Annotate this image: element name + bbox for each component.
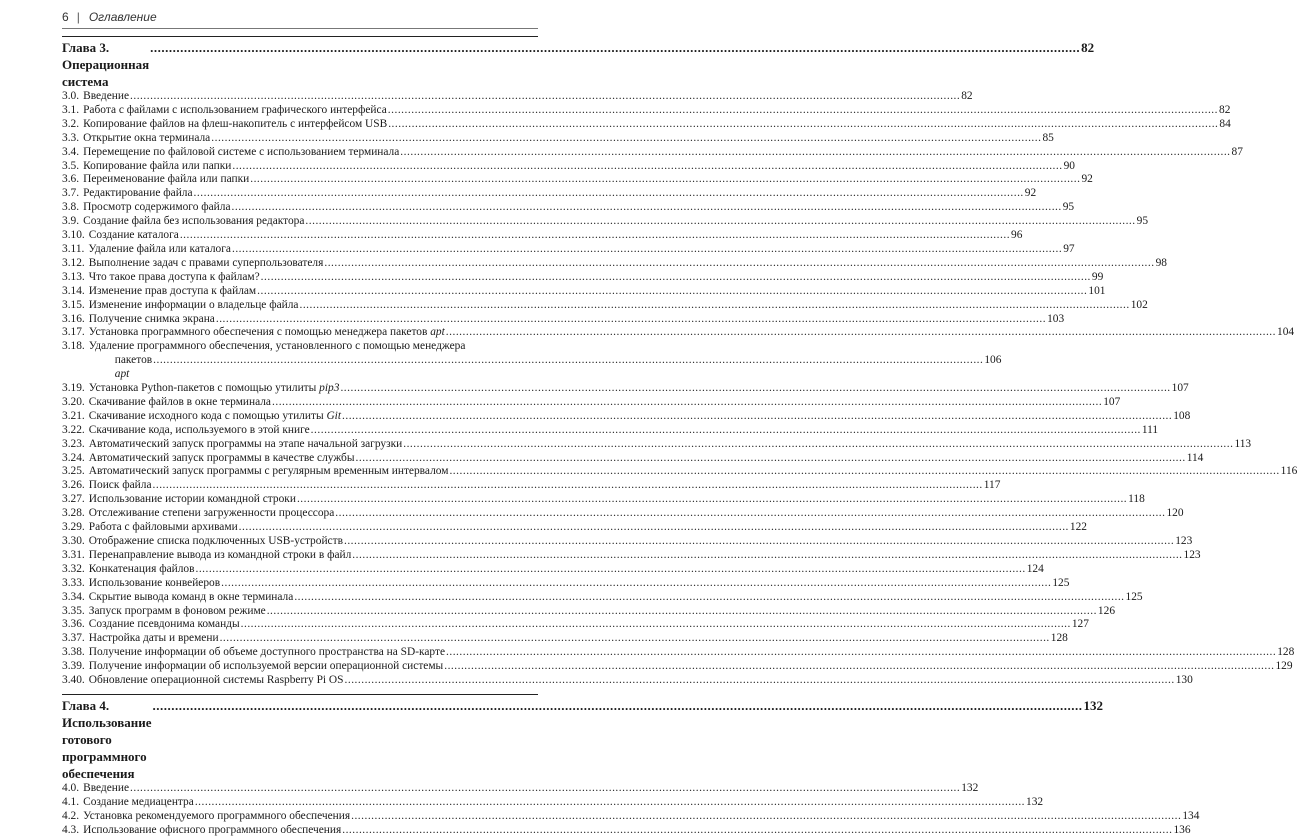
entry-title: Что такое права доступа к файлам?: [88, 270, 260, 283]
entry-number: 3.7.: [62, 187, 80, 200]
entry-title-italic: apt: [430, 326, 445, 339]
entry-title-wrap: [83, 146, 399, 160]
entry-title: Скрытие вывода команд в окне терминала: [88, 590, 294, 603]
toc-entry[interactable]: [62, 604, 1116, 619]
dot-leader: [446, 646, 1276, 660]
entry-title: Отображение списка подключенных USB-устройств: [88, 535, 343, 547]
dot-leader: [449, 465, 1279, 479]
toc-entry[interactable]: [62, 660, 1293, 674]
entry-title-text2: пакетов: [114, 354, 153, 367]
entry-page: 84: [1219, 117, 1231, 130]
toc-entry[interactable]: [62, 395, 1121, 410]
entry-page: 117: [983, 479, 1001, 492]
entry-number: 3.27.: [62, 493, 85, 506]
entry-title-wrap: [89, 285, 256, 299]
entry-title: Удаление программного обеспечения, установленного с помощью менеджера: [88, 340, 466, 353]
dot-leader: [211, 132, 1041, 146]
entry-number: 3.29.: [62, 521, 85, 534]
entry-number: 4.3.: [62, 823, 80, 836]
entry-page: 126: [1097, 604, 1116, 617]
entry-title-wrap: [89, 674, 344, 688]
entry-title-cont: [115, 354, 152, 382]
entry-number: 3.16.: [62, 312, 85, 325]
entry-page: 99: [1091, 270, 1104, 283]
toc-entry[interactable]: [62, 145, 1243, 160]
entry-title-wrap: [89, 271, 260, 285]
entry-title-wrap: [83, 90, 129, 104]
entry-title-wrap: [89, 549, 352, 563]
entry-title-wrap: [89, 563, 195, 577]
entry-number: 3.21.: [62, 409, 85, 422]
entry-page: 97: [1063, 242, 1075, 255]
dot-leader: [311, 424, 1141, 438]
dot-leader: [340, 382, 1170, 396]
dot-leader: [267, 605, 1097, 619]
dot-leader: [446, 326, 1276, 340]
entry-title-wrap: [89, 618, 240, 632]
entry-title: Работа с файловыми архивами: [88, 521, 238, 534]
entry-page: 130: [1175, 674, 1193, 687]
entry-title: Установка рекомендуемого программного обеспечения: [83, 809, 351, 822]
entry-title-wrap: [89, 452, 355, 466]
entry-title-wrap: [88, 243, 231, 257]
toc-entry[interactable]: [62, 201, 1075, 215]
dot-leader: [344, 535, 1174, 549]
entry-title-wrap: [83, 187, 192, 201]
toc-entry[interactable]: [62, 590, 1143, 605]
entry-number: 3.30.: [62, 535, 85, 547]
toc-entry[interactable]: [62, 809, 1200, 824]
entry-title: Запуск программ в фоновом режиме: [88, 604, 266, 617]
entry-number: 3.20.: [62, 395, 85, 408]
entry-number: 3.22.: [62, 423, 85, 436]
entry-title-wrap: [89, 493, 296, 507]
toc-entry[interactable]: [62, 229, 1023, 243]
entry-number: 3.31.: [62, 548, 85, 561]
toc-entry[interactable]: [62, 507, 1184, 521]
dot-leader: [232, 160, 1062, 174]
entry-title: Конкатенация файлов: [88, 562, 195, 575]
entry-title-wrap: [89, 632, 219, 646]
entry-number: 3.23.: [62, 437, 85, 450]
toc-entry[interactable]: [62, 117, 1231, 132]
entry-page: 104: [1277, 326, 1295, 339]
entry-title: Скачивание исходного кода с помощью утилиты: [88, 409, 324, 422]
dot-leader: [216, 313, 1046, 327]
entry-title: Переименование файла или папки: [83, 173, 250, 186]
toc-entry[interactable]: [62, 521, 1087, 535]
entry-title-wrap: [89, 591, 294, 605]
toc-entry[interactable]: [62, 103, 1231, 118]
entry-title: Перенаправление вывода из командной строки в файл: [88, 548, 352, 561]
entry-number: 3.33.: [62, 576, 85, 589]
dot-leader: [180, 229, 1010, 243]
entry-page: 96: [1011, 229, 1023, 242]
entry-number: 3.24.: [62, 451, 85, 464]
toc-entry[interactable]: [62, 298, 1148, 313]
dot-leader: [335, 507, 1165, 521]
dot-leader: [305, 215, 1135, 229]
dot-leader: [194, 187, 1024, 201]
entry-number: 3.25.: [62, 465, 85, 478]
toc-entry[interactable]: [62, 340, 1002, 382]
entry-page: 90: [1063, 159, 1075, 172]
entry-number: 3.19.: [62, 382, 85, 395]
entry-page: 101: [1088, 284, 1106, 297]
dot-leader: [257, 285, 1087, 299]
entry-page: 132: [1026, 795, 1044, 808]
toc-entry[interactable]: [62, 173, 1093, 187]
dot-leader: [342, 410, 1172, 424]
entry-page: 98: [1155, 256, 1167, 269]
entry-page: 129: [1275, 660, 1293, 673]
entry-page: 111: [1141, 423, 1159, 436]
entry-page: 107: [1171, 382, 1189, 395]
entry-title-wrap: [89, 521, 238, 535]
entry-title-wrap: [89, 507, 334, 521]
dot-leader: [220, 632, 1050, 646]
entry-title: Автоматический запуск программы на этапе начальной загрузки: [88, 437, 403, 450]
entry-page: 103: [1047, 312, 1065, 325]
entry-page: 82: [1219, 103, 1231, 116]
entry-page: 125: [1125, 590, 1143, 603]
entry-number: 3.10.: [62, 229, 85, 242]
entry-title: Установка программного обеспечения с помощью менеджера пакетов: [88, 326, 428, 339]
header-title: Оглавление: [88, 10, 157, 24]
dot-leader: [153, 479, 983, 493]
entry-number: 3.37.: [62, 632, 85, 645]
entry-title-wrap: [89, 646, 445, 660]
entry-page: 116: [1280, 465, 1297, 478]
entry-title: Удаление файла или каталога: [88, 242, 231, 255]
entry-body: [89, 340, 1002, 382]
toc-entry[interactable]: [62, 451, 1204, 466]
toc-entry[interactable]: [62, 437, 1252, 452]
running-header: [62, 8, 538, 26]
entry-title: Поиск файла: [88, 479, 152, 492]
entry-title-wrap: [89, 479, 152, 493]
entry-title-wrap: [89, 396, 271, 410]
dot-leader: [324, 257, 1154, 271]
dot-leader: [388, 118, 1218, 132]
entry-title-wrap: [83, 796, 194, 810]
entry-number: 4.1.: [62, 795, 80, 808]
entry-page: 127: [1071, 618, 1089, 631]
chapter-section: [62, 36, 1297, 688]
entry-title-italic: Git: [326, 409, 342, 422]
entry-page: 113: [1234, 437, 1252, 450]
entry-title-italic: pip3: [319, 382, 340, 395]
entry-title: Создание медиацентра: [83, 795, 194, 808]
chapter-page: 132: [1083, 697, 1103, 713]
entry-title: Использование истории командной строки: [88, 493, 296, 506]
entry-page: 128: [1050, 632, 1068, 645]
entry-number: 3.11.: [62, 242, 85, 255]
toc-entry[interactable]: [62, 562, 1044, 577]
dot-leader: [444, 660, 1274, 674]
entry-title-wrap: [89, 535, 343, 549]
toc-entry[interactable]: [62, 535, 1193, 549]
entry-page: 123: [1183, 548, 1201, 561]
entry-title-wrap: [83, 782, 129, 796]
entry-title-wrap: [89, 424, 310, 438]
entry-title-wrap: [89, 299, 299, 313]
entry-title-wrap: [83, 118, 387, 132]
toc-entry[interactable]: [62, 823, 1191, 838]
entry-title: Настройка даты и времени: [88, 632, 219, 645]
dot-leader: [130, 90, 960, 104]
entry-title: Установка Python-пакетов с помощью утилиты: [88, 382, 317, 395]
toc-entry[interactable]: [62, 242, 1075, 257]
dot-leader: [403, 438, 1233, 452]
entry-title: Отслеживание степени загруженности процессора: [88, 507, 335, 520]
chapter-heading[interactable]: [62, 39, 1095, 90]
entry-number: 3.40.: [62, 674, 85, 687]
chapter-page: 82: [1081, 40, 1095, 55]
dot-leader: [195, 563, 1025, 577]
entry-page: 82: [961, 90, 973, 102]
entry-number: 3.15.: [62, 298, 85, 311]
entry-number: 3.1.: [62, 103, 80, 116]
entry-title-wrap: [83, 824, 341, 838]
toc-entry[interactable]: [62, 423, 1159, 438]
toc-entry[interactable]: [62, 493, 1145, 507]
entry-title-italic: apt: [114, 368, 130, 381]
entry-page: 95: [1062, 201, 1075, 214]
table-of-contents: [62, 36, 1297, 838]
entry-title-wrap: [83, 201, 230, 215]
chapter-section: [62, 694, 1200, 838]
chapter-title: Глава 3. Операционная система: [62, 40, 150, 89]
dot-leader: [195, 796, 1025, 810]
entry-number: 3.36.: [62, 618, 85, 631]
entry-number: 3.2.: [62, 117, 80, 130]
entry-title-wrap: [83, 132, 210, 146]
entry-page: 123: [1175, 535, 1193, 547]
entry-page: 102: [1130, 298, 1148, 311]
entry-title: Создание файла без использования редактора: [83, 215, 305, 228]
entry-page: 124: [1026, 562, 1044, 575]
toc-entry[interactable]: [62, 632, 1068, 646]
entry-title: Работа с файлами с использованием графического интерфейса: [83, 103, 387, 116]
entry-title-wrap: [89, 382, 340, 396]
entry-title-wrap: [89, 410, 341, 424]
entry-number: 3.38.: [62, 646, 85, 659]
entry-number: 3.28.: [62, 507, 85, 520]
entry-number: 3.18.: [62, 340, 85, 353]
entry-title-wrap: [83, 160, 231, 174]
toc-entry[interactable]: [62, 312, 1065, 327]
entry-title-wrap: [83, 104, 387, 118]
entry-title-wrap: [89, 465, 449, 479]
entry-number: 3.17.: [62, 326, 85, 339]
entry-title: Открытие окна терминала: [83, 131, 211, 144]
dot-leader: [153, 354, 983, 368]
entry-title: Скачивание файлов в окне терминала: [88, 395, 271, 408]
entry-page: 85: [1042, 131, 1054, 144]
entry-number: 4.0.: [62, 781, 80, 794]
entry-number: 3.3.: [62, 131, 80, 144]
chapter-title: Глава 4. Использование готового программного обеспечения: [62, 697, 152, 781]
entry-number: 3.39.: [62, 660, 85, 673]
entry-page: 132: [961, 781, 979, 794]
dot-leader: [221, 577, 1051, 591]
entry-page: 118: [1128, 493, 1145, 506]
entry-page: 122: [1069, 521, 1087, 534]
toc-entry[interactable]: [62, 465, 1297, 479]
entry-page: 87: [1231, 145, 1243, 158]
dot-leader: [250, 173, 1080, 187]
entry-title: Перемещение по файловой системе с использованием терминала: [83, 145, 400, 158]
entry-title-wrap: [83, 810, 350, 824]
entry-title: Создание псевдонима команды: [88, 618, 240, 631]
dot-leader: [150, 39, 1080, 56]
entry-page: 128: [1277, 646, 1295, 659]
entry-page: 106: [984, 354, 1002, 367]
entry-page: 92: [1081, 173, 1093, 186]
entry-title: Просмотр содержимого файла: [83, 201, 231, 214]
toc-entry[interactable]: [62, 284, 1106, 299]
toc-entry[interactable]: [62, 618, 1089, 632]
entry-page: 92: [1024, 187, 1037, 200]
entry-title-wrap: [89, 660, 443, 674]
entry-title: Введение: [83, 90, 130, 102]
entry-number: 4.2.: [62, 809, 80, 822]
entry-page: 125: [1052, 576, 1070, 589]
entry-number: 3.6.: [62, 173, 80, 186]
chapter-heading[interactable]: [62, 697, 1103, 782]
dot-leader: [297, 493, 1127, 507]
header-separator: |: [76, 10, 80, 24]
page-number: 6: [62, 10, 69, 24]
entry-number: 3.35.: [62, 604, 85, 617]
entry-title: Выполнение задач с правами суперпользователя: [88, 256, 324, 269]
entry-number: 3.34.: [62, 590, 85, 603]
entry-title: Использование офисного программного обеспечения: [83, 823, 342, 836]
toc-entry[interactable]: [62, 382, 1189, 396]
dot-leader: [232, 243, 1062, 257]
dot-leader: [152, 697, 1082, 714]
toc-entry[interactable]: [62, 576, 1070, 591]
dot-leader: [232, 201, 1062, 215]
entry-title-wrap: [89, 438, 402, 452]
entry-page: 136: [1173, 823, 1191, 836]
dot-leader: [345, 674, 1175, 688]
entry-page: 134: [1182, 809, 1200, 822]
entry-number: 3.26.: [62, 479, 85, 492]
entry-title: Копирование файла или папки: [83, 159, 232, 172]
entry-title: Получение информации об используемой версии операционной системы: [88, 660, 444, 673]
dot-leader: [130, 782, 960, 796]
entry-title-wrap: [89, 257, 324, 271]
toc-entry[interactable]: [62, 409, 1191, 424]
entry-page: 114: [1186, 451, 1204, 464]
dot-leader: [299, 299, 1129, 313]
entry-title-wrap: [89, 313, 215, 327]
dot-leader: [294, 591, 1124, 605]
dot-leader: [400, 146, 1230, 160]
entry-page: 95: [1136, 215, 1149, 228]
dot-leader: [356, 452, 1186, 466]
dot-leader: [342, 824, 1172, 838]
toc-entry[interactable]: [62, 256, 1167, 271]
entry-title: Обновление операционной системы Raspberry Pi OS: [88, 674, 344, 687]
entry-title: Получение снимка экрана: [88, 312, 215, 325]
dot-leader: [388, 104, 1218, 118]
entry-page: 120: [1166, 507, 1184, 520]
dot-leader: [241, 618, 1071, 632]
entry-title: Изменение информации о владельце файла: [88, 298, 299, 311]
entry-page: 108: [1173, 409, 1191, 422]
entry-title: Автоматический запуск программы в качестве службы: [88, 451, 355, 464]
dot-leader: [351, 810, 1181, 824]
toc-entry[interactable]: [62, 781, 979, 796]
toc-entry[interactable]: [62, 674, 1193, 688]
toc-entry[interactable]: [62, 270, 1104, 285]
toc-entry[interactable]: [62, 90, 973, 104]
toc-entry[interactable]: [62, 131, 1054, 146]
toc-entry[interactable]: [62, 187, 1037, 201]
toc-entry[interactable]: [62, 159, 1075, 174]
entry-title: Редактирование файла: [83, 187, 193, 200]
entry-title: Получение информации об объеме доступного пространства на SD-карте: [88, 646, 445, 659]
entry-title: Создание каталога: [88, 229, 179, 242]
entry-number: 3.5.: [62, 159, 80, 172]
entry-title-wrap: [89, 326, 445, 340]
entry-number: 3.0.: [62, 90, 80, 102]
entry-title-line2: [89, 354, 1002, 382]
toc-entry[interactable]: [62, 326, 1295, 340]
entry-title: Изменение прав доступа к файлам: [88, 284, 257, 297]
entry-title-wrap: [89, 605, 266, 619]
entry-number: 3.14.: [62, 284, 85, 297]
entry-title: Использование конвейеров: [88, 576, 221, 589]
dot-leader: [239, 521, 1069, 535]
toc-entry[interactable]: [62, 479, 1001, 493]
entry-title: Скачивание кода, используемого в этой книге: [88, 423, 310, 436]
toc-entry[interactable]: [62, 215, 1149, 229]
toc-entry[interactable]: [62, 548, 1201, 563]
entry-number: 3.8.: [62, 201, 80, 214]
toc-entry[interactable]: [62, 646, 1295, 660]
entry-title-wrap: [83, 173, 249, 187]
dot-leader: [352, 549, 1182, 563]
entry-title-wrap: [89, 577, 220, 591]
entry-page: 107: [1103, 395, 1121, 408]
dot-leader: [272, 396, 1102, 410]
entry-number: 3.32.: [62, 562, 85, 575]
entry-title: Автоматический запуск программы с регулярным временным интервалом: [88, 465, 449, 478]
entry-title: Копирование файлов на флеш-накопитель с интерфейсом USB: [83, 117, 388, 130]
entry-number: 3.4.: [62, 145, 80, 158]
entry-number: 3.13.: [62, 270, 85, 283]
entry-title: Введение: [83, 781, 130, 794]
toc-entry[interactable]: [62, 795, 1044, 810]
entry-number: 3.9.: [62, 215, 80, 228]
header-rule: [62, 28, 538, 29]
entry-number: 3.12.: [62, 256, 85, 269]
entry-title-wrap: [83, 215, 304, 229]
dot-leader: [261, 271, 1091, 285]
entry-title-wrap: [89, 229, 179, 243]
